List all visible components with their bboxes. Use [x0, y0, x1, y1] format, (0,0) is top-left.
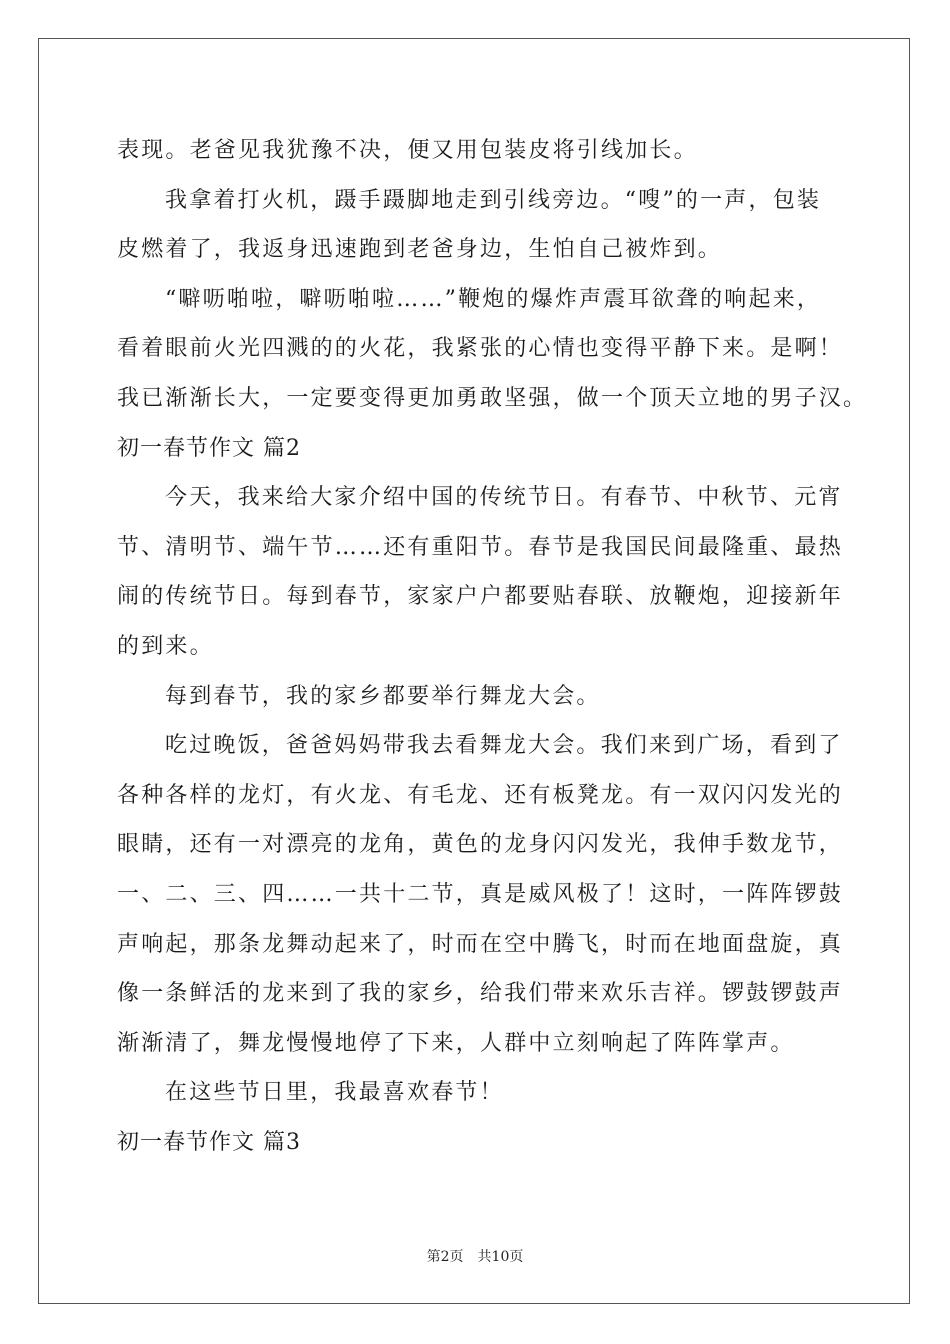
- text-line: 我已渐渐长大，一定要变得更加勇敢坚强，做一个顶天立地的男子汉。: [117, 385, 868, 411]
- text-line: 每到春节，我的家乡都要举行舞龙大会。: [165, 683, 601, 709]
- text-line: 声响起，那条龙舞动起来了，时而在空中腾飞，时而在地面盘旋，真: [117, 931, 844, 957]
- text-line: 闹的传统节日。每到春节，家家户户都要贴春联、放鞭炮，迎接新年: [117, 584, 844, 610]
- text-line: 像一条鲜活的龙来到了我的家乡，给我们带来欢乐吉祥。锣鼓锣鼓声: [117, 981, 844, 1007]
- section-heading: 初一春节作文 篇3: [117, 1129, 301, 1155]
- text-line: 我拿着打火机，蹑手蹑脚地走到引线旁边。“嗖”的一声，包装: [165, 187, 822, 213]
- document-body: [117, 126, 868, 1167]
- text-line: 吃过晚饭，爸爸妈妈带我去看舞龙大会。我们来到广场，看到了: [165, 733, 843, 759]
- text-line: 今天，我来给大家介绍中国的传统节日。有春节、中秋节、元宵: [165, 485, 843, 511]
- text-line: “噼呖啪啦，噼呖啪啦……”鞭炮的爆炸声震耳欲聋的响起来，: [165, 286, 822, 312]
- text-line: 在这些节日里，我最喜欢春节！: [165, 1080, 504, 1106]
- text-line: 皮燃着了，我返身迅速跑到老爸身边，生怕自己被炸到。: [117, 237, 723, 263]
- text-line: 节、清明节、端午节……还有重阳节。春节是我国民间最隆重、最热: [117, 534, 844, 560]
- text-line: 表现。老爸见我犹豫不决，便又用包装皮将引线加长。: [117, 138, 698, 163]
- text-line: 看着眼前火光四溅的的火花，我紧张的心情也变得平静下来。是啊！: [117, 336, 844, 362]
- page-number-footer: 第2页 共10页: [426, 1249, 524, 1265]
- text-line: 渐渐清了，舞龙慢慢地停了下来，人群中立刻响起了阵阵掌声。: [117, 1030, 795, 1056]
- text-line: 的到来。: [117, 633, 214, 659]
- text-line: 各种各样的龙灯，有火龙、有毛龙、还有板凳龙。有一双闪闪发光的: [117, 782, 844, 808]
- text-line: 一、二、三、四……一共十二节，真是威风极了！这时，一阵阵锣鼓: [117, 881, 844, 907]
- section-heading: 初一春节作文 篇2: [117, 435, 301, 461]
- text-line: 眼睛，还有一对漂亮的龙角，黄色的龙身闪闪发光，我伸手数龙节，: [117, 832, 844, 858]
